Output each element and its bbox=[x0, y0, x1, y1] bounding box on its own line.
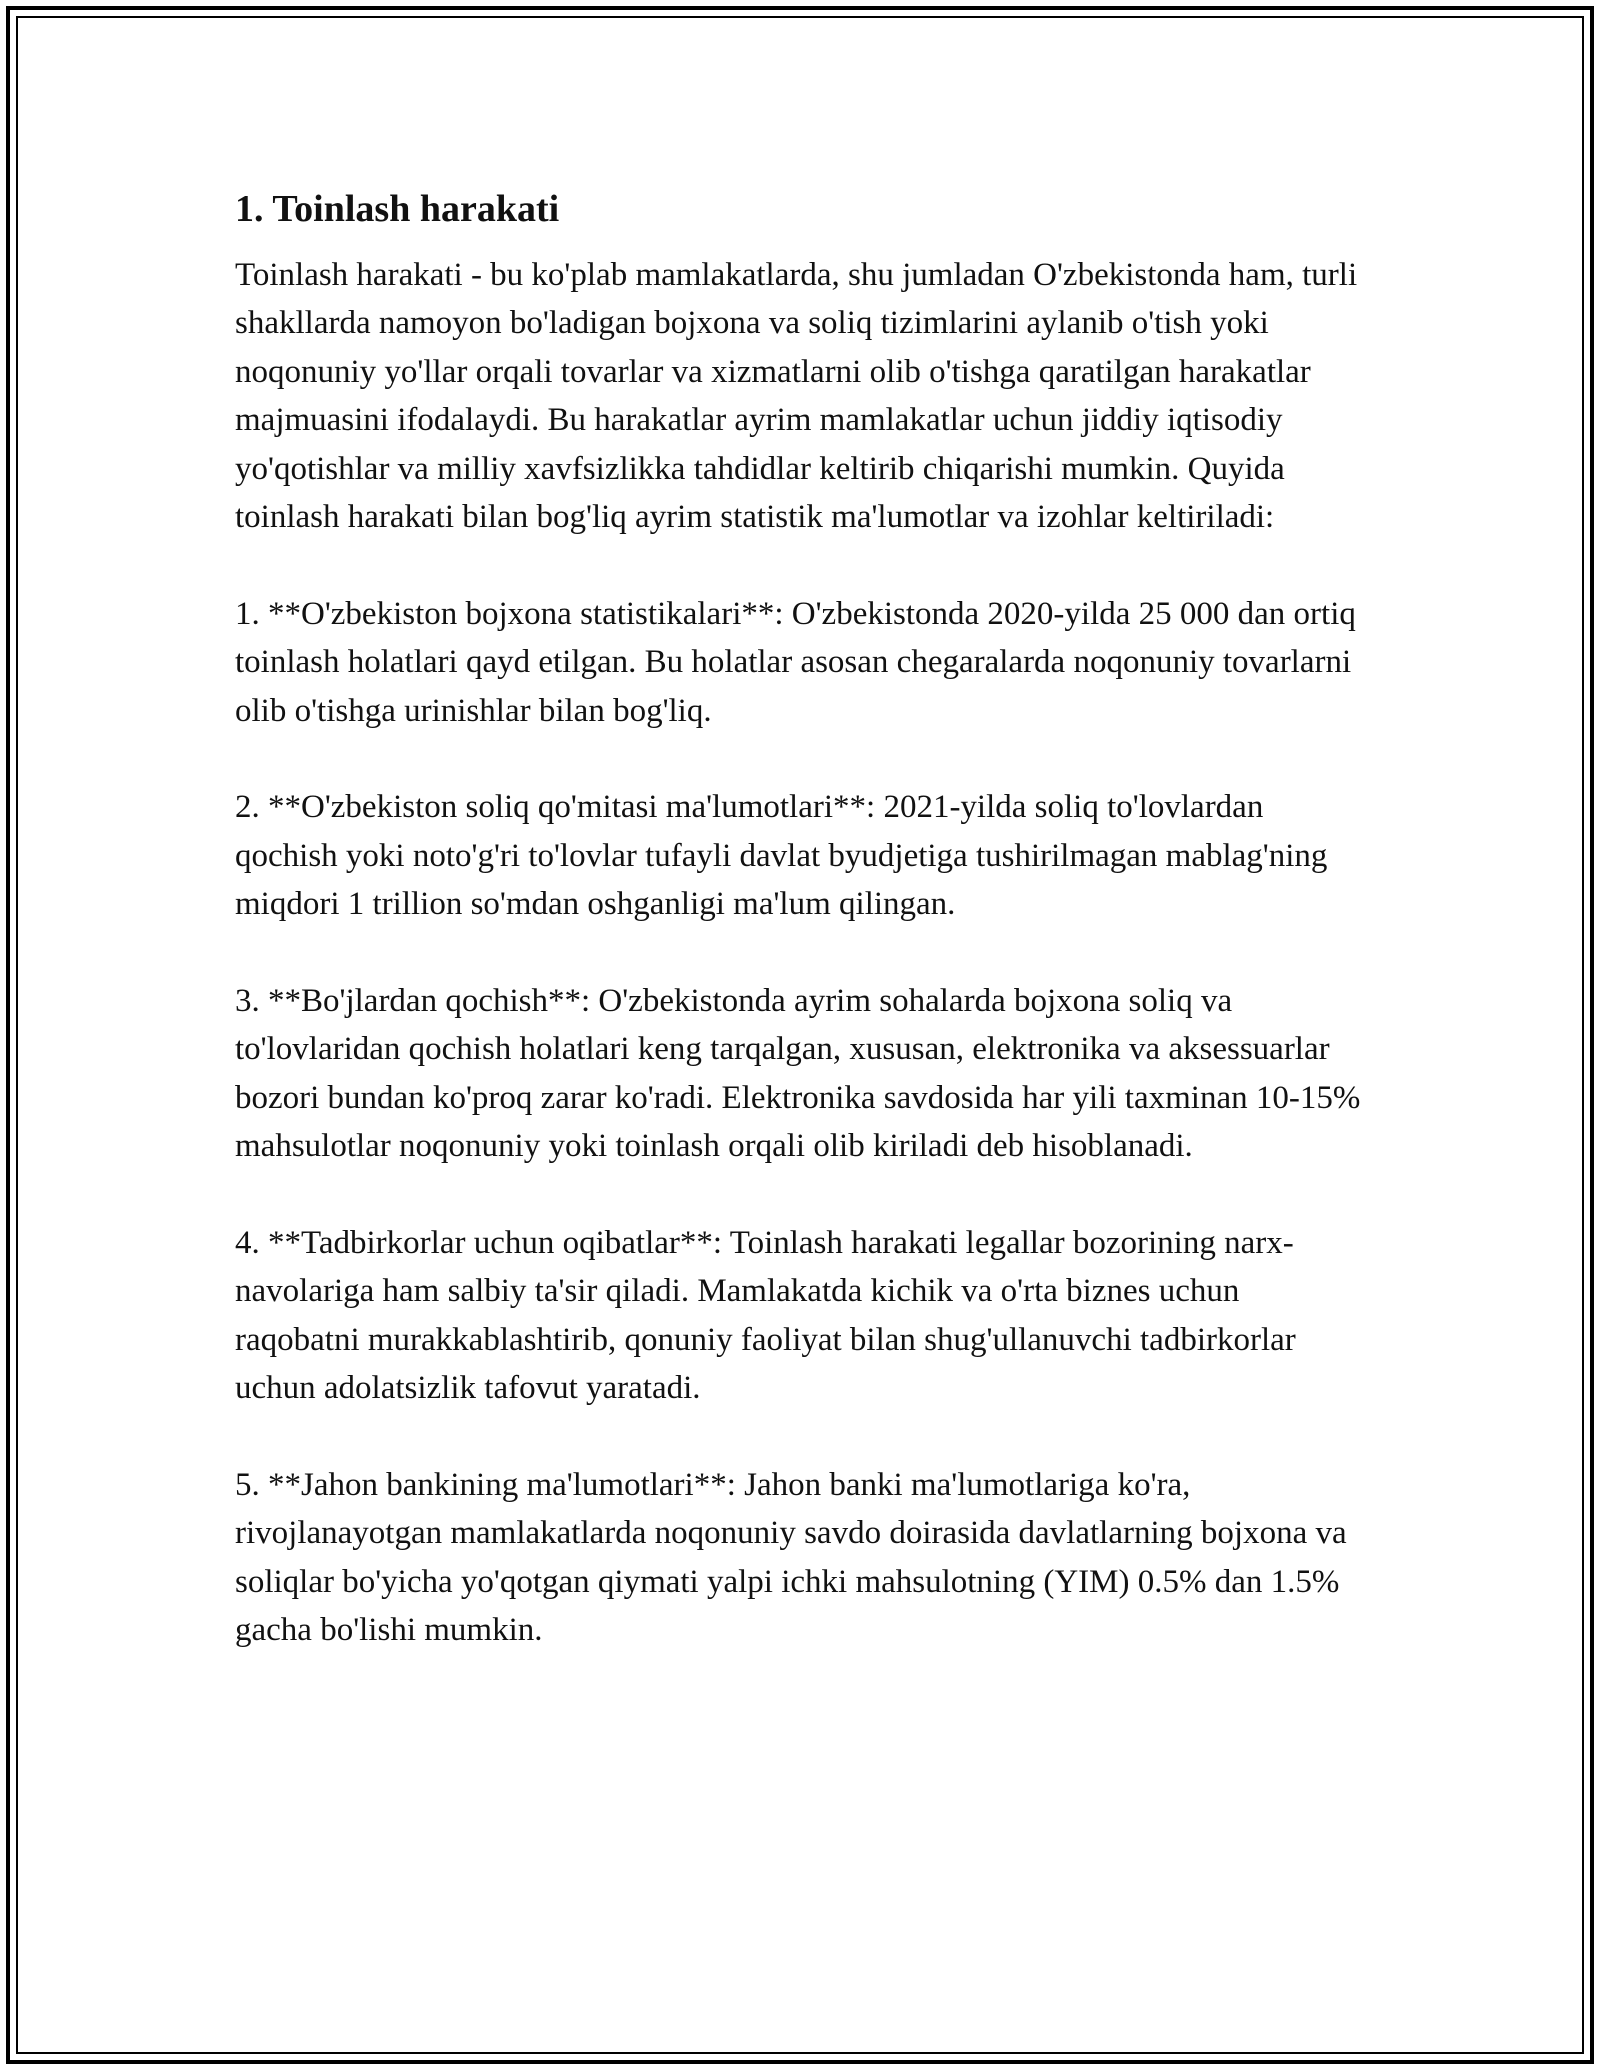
list-item-duty-evasion: 3. **Bo'jlardan qochish**: O'zbekistonda ayrim sohalarda bojxona soliq va to'lovlaridan qochish holatlari keng tarqalgan, xususan, elektronika va aksessuarlar bozori bundan ko'proq zarar ko'radi. Elektronika savdosida har yili taxminan 10-15% mahsulotlar noqonuniy yoki toinlash orqali olib kiriladi deb hisoblanadi. bbox=[235, 983, 1361, 1165]
list-item-world-bank-data: 5. **Jahon bankining ma'lumotlari**: Jahon banki ma'lumotlariga ko'ra, rivojlanayotgan mamlakatlarda noqonuniy savdo doirasida davlatlarning bojxona va soliqlar bo'yicha yo'qotgan qiymati yalpi ichki mahsulotning (YIM) 0.5% dan 1.5% gacha bo'lishi mumkin. bbox=[235, 1467, 1347, 1649]
list-item-tax-committee-data: 2. **O'zbekiston soliq qo'mitasi ma'lumotlari**: 2021-yilda soliq to'lovlardan qochish yoki noto'g'ri to'lovlar tufayli davlat byudjetiga tushirilmagan mablag'ning miqdori 1 trillion so'mdan oshganligi ma'lum qilingan. bbox=[235, 789, 1328, 923]
intro-paragraph: Toinlash harakati - bu ko'plab mamlakatlarda, shu jumladan O'zbekistonda ham, turli shakllarda namoyon bo'ladigan bojxona va soliq tizimlarini aylanib o'tish yoki noqonuniy yo'llar orqali tovarlar va xizmatlarni olib o'tishga qaratilgan harakatlar majmuasini ifodalaydi. Bu harakatlar ayrim mamlakatlar uchun jiddiy iqtisodiy yo'qotishlar va milliy xavfsizlikka tahdidlar keltirib chiqarishi mumkin. Quyida toinlash harakati bilan bog'liq ayrim statistik ma'lumotlar va izohlar keltiriladi: bbox=[235, 257, 1358, 536]
list-item-customs-statistics: 1. **O'zbekiston bojxona statistikalari**: O'zbekistonda 2020-yilda 25 000 dan ortiq toinlash holatlari qayd etilgan. Bu holatlar asosan chegaralarda noqonuniy tovarlarni olib o'tishga urinishlar bilan bog'liq. bbox=[235, 595, 1356, 729]
list-item-entrepreneur-consequences: 4. **Tadbirkorlar uchun oqibatlar**: Toinlash harakati legallar bozorining narx-navolariga ham salbiy ta'sir qiladi. Mamlakatda kichik va o'rta biznes uchun raqobatni murakkablashtirib, qonuniy faoliyat bilan shug'ullanuvchi tadbirkorlar uchun adolatsizlik tafovut yaratadi. bbox=[235, 1225, 1296, 1407]
section-heading: 1. Toinlash harakati bbox=[235, 188, 560, 230]
document-body bbox=[235, 185, 1365, 1655]
